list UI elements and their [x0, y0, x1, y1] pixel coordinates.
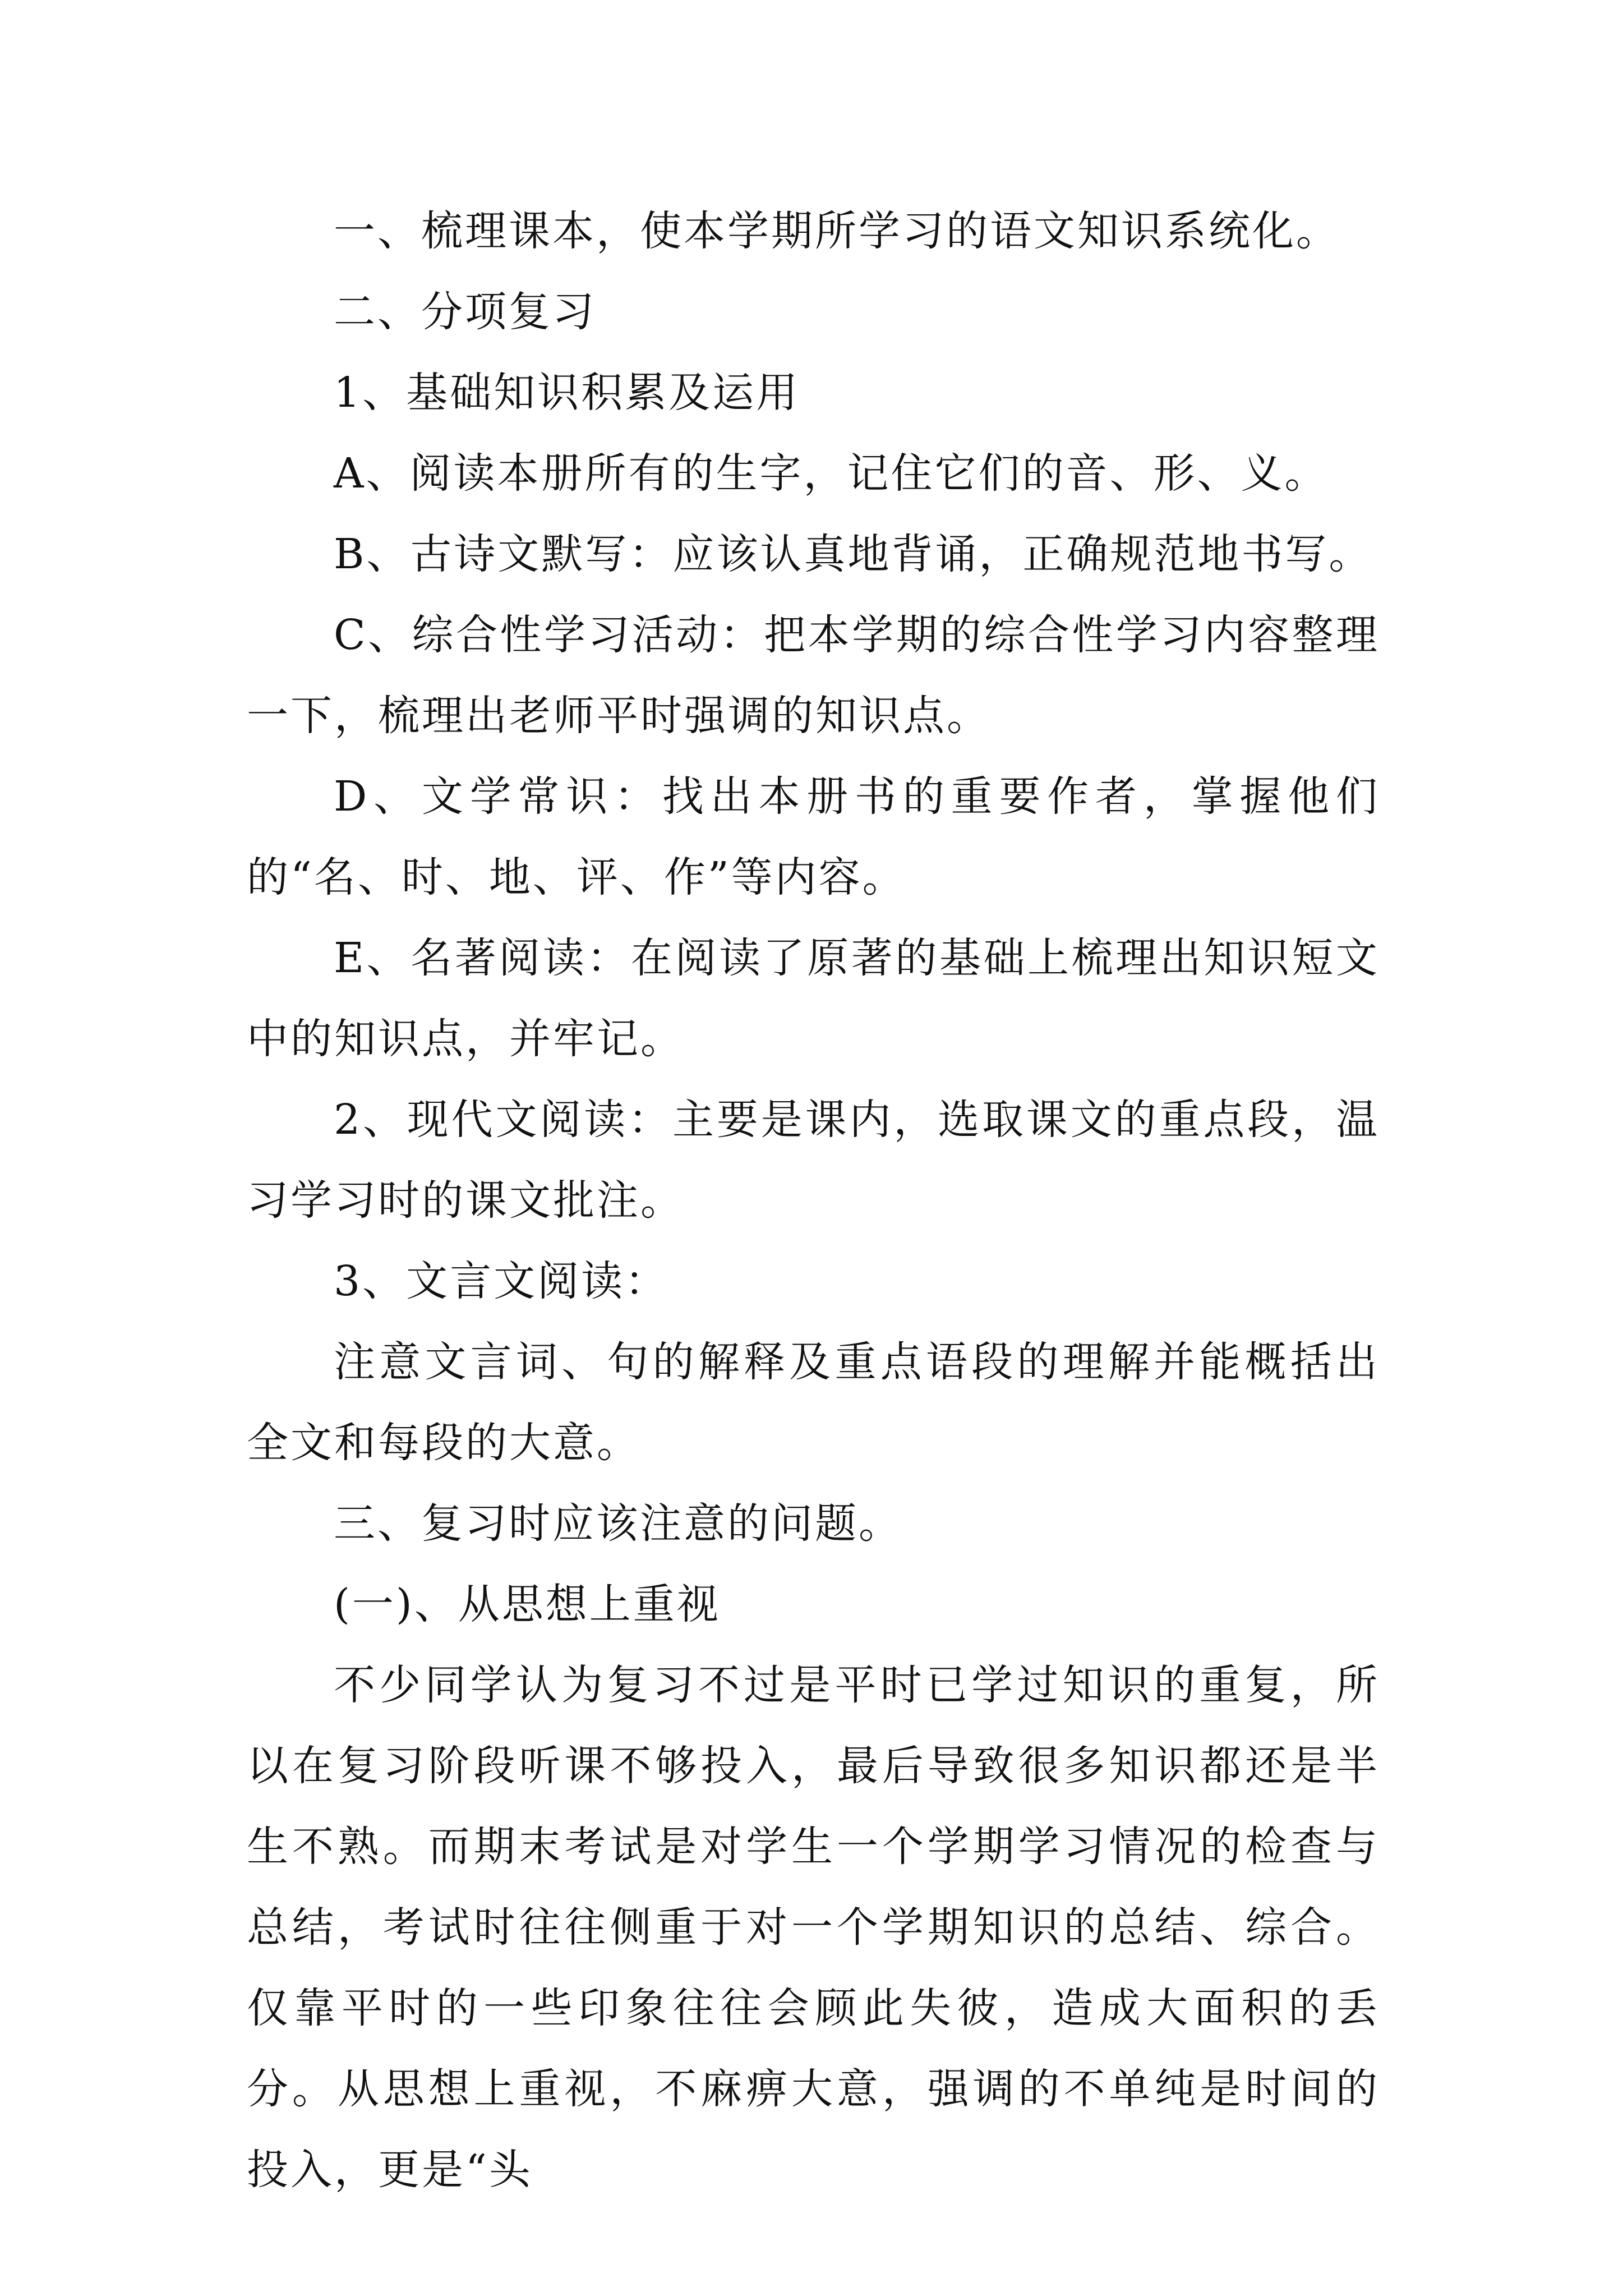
- paragraph-section-two-heading: 二、分项复习: [334, 288, 596, 336]
- paragraph-item-b: B、古诗文默写：应该认真地背诵，正确规范地书写。: [334, 530, 1373, 578]
- paragraph-outline-review: 一、梳理课本，使本学期所学习的语文知识系统化。: [334, 207, 1340, 255]
- paragraph-subsection-one-body: 不少同学认为复习不过是平时已学过知识的重复，所以在复习阶段听课不够投入，最后导致很多知识都还是半生不熟。而期末考试是对学生一个学期学习情况的检查与总结，考试时往往侧重于对一个学期知识的总结、综合。仅靠平时的一些印象往往会顾此失彼，造成大面积的丢分。从思想上重视，不麻痹大意，强调的不单纯是时间的投入，更是“头: [247, 1661, 1380, 2194]
- paragraph-classical-reading-heading: 3、文言文阅读：: [334, 1257, 669, 1305]
- paragraph-basic-knowledge-heading: 1、基础知识积累及运用: [334, 369, 800, 417]
- paragraph-classical-reading-body: 注意文言词、句的解释及重点语段的理解并能概括出全文和每段的大意。: [247, 1338, 1380, 1467]
- paragraph-item-a: A、阅读本册所有的生字，记住它们的音、形、义。: [334, 449, 1329, 498]
- document-body: [247, 191, 1380, 2210]
- paragraph-section-three-heading: 三、复习时应该注意的问题。: [334, 1499, 902, 1548]
- paragraph-item-c: C、综合性学习活动：把本学期的综合性学习内容整理一下，梳理出老师平时强调的知识点。: [247, 611, 1380, 740]
- paragraph-modern-reading: 2、现代文阅读：主要是课内，选取课文的重点段，温习学习时的课文批注。: [247, 1096, 1380, 1225]
- paragraph-item-e: E、名著阅读：在阅读了原著的基础上梳理出知识短文中的知识点，并牢记。: [247, 934, 1380, 1063]
- paragraph-item-d: D、文学常识：找出本册书的重要作者，掌握他们的“名、时、地、评、作”等内容。: [247, 772, 1380, 901]
- paragraph-subsection-one-heading: (一)、从思想上重视: [334, 1580, 721, 1628]
